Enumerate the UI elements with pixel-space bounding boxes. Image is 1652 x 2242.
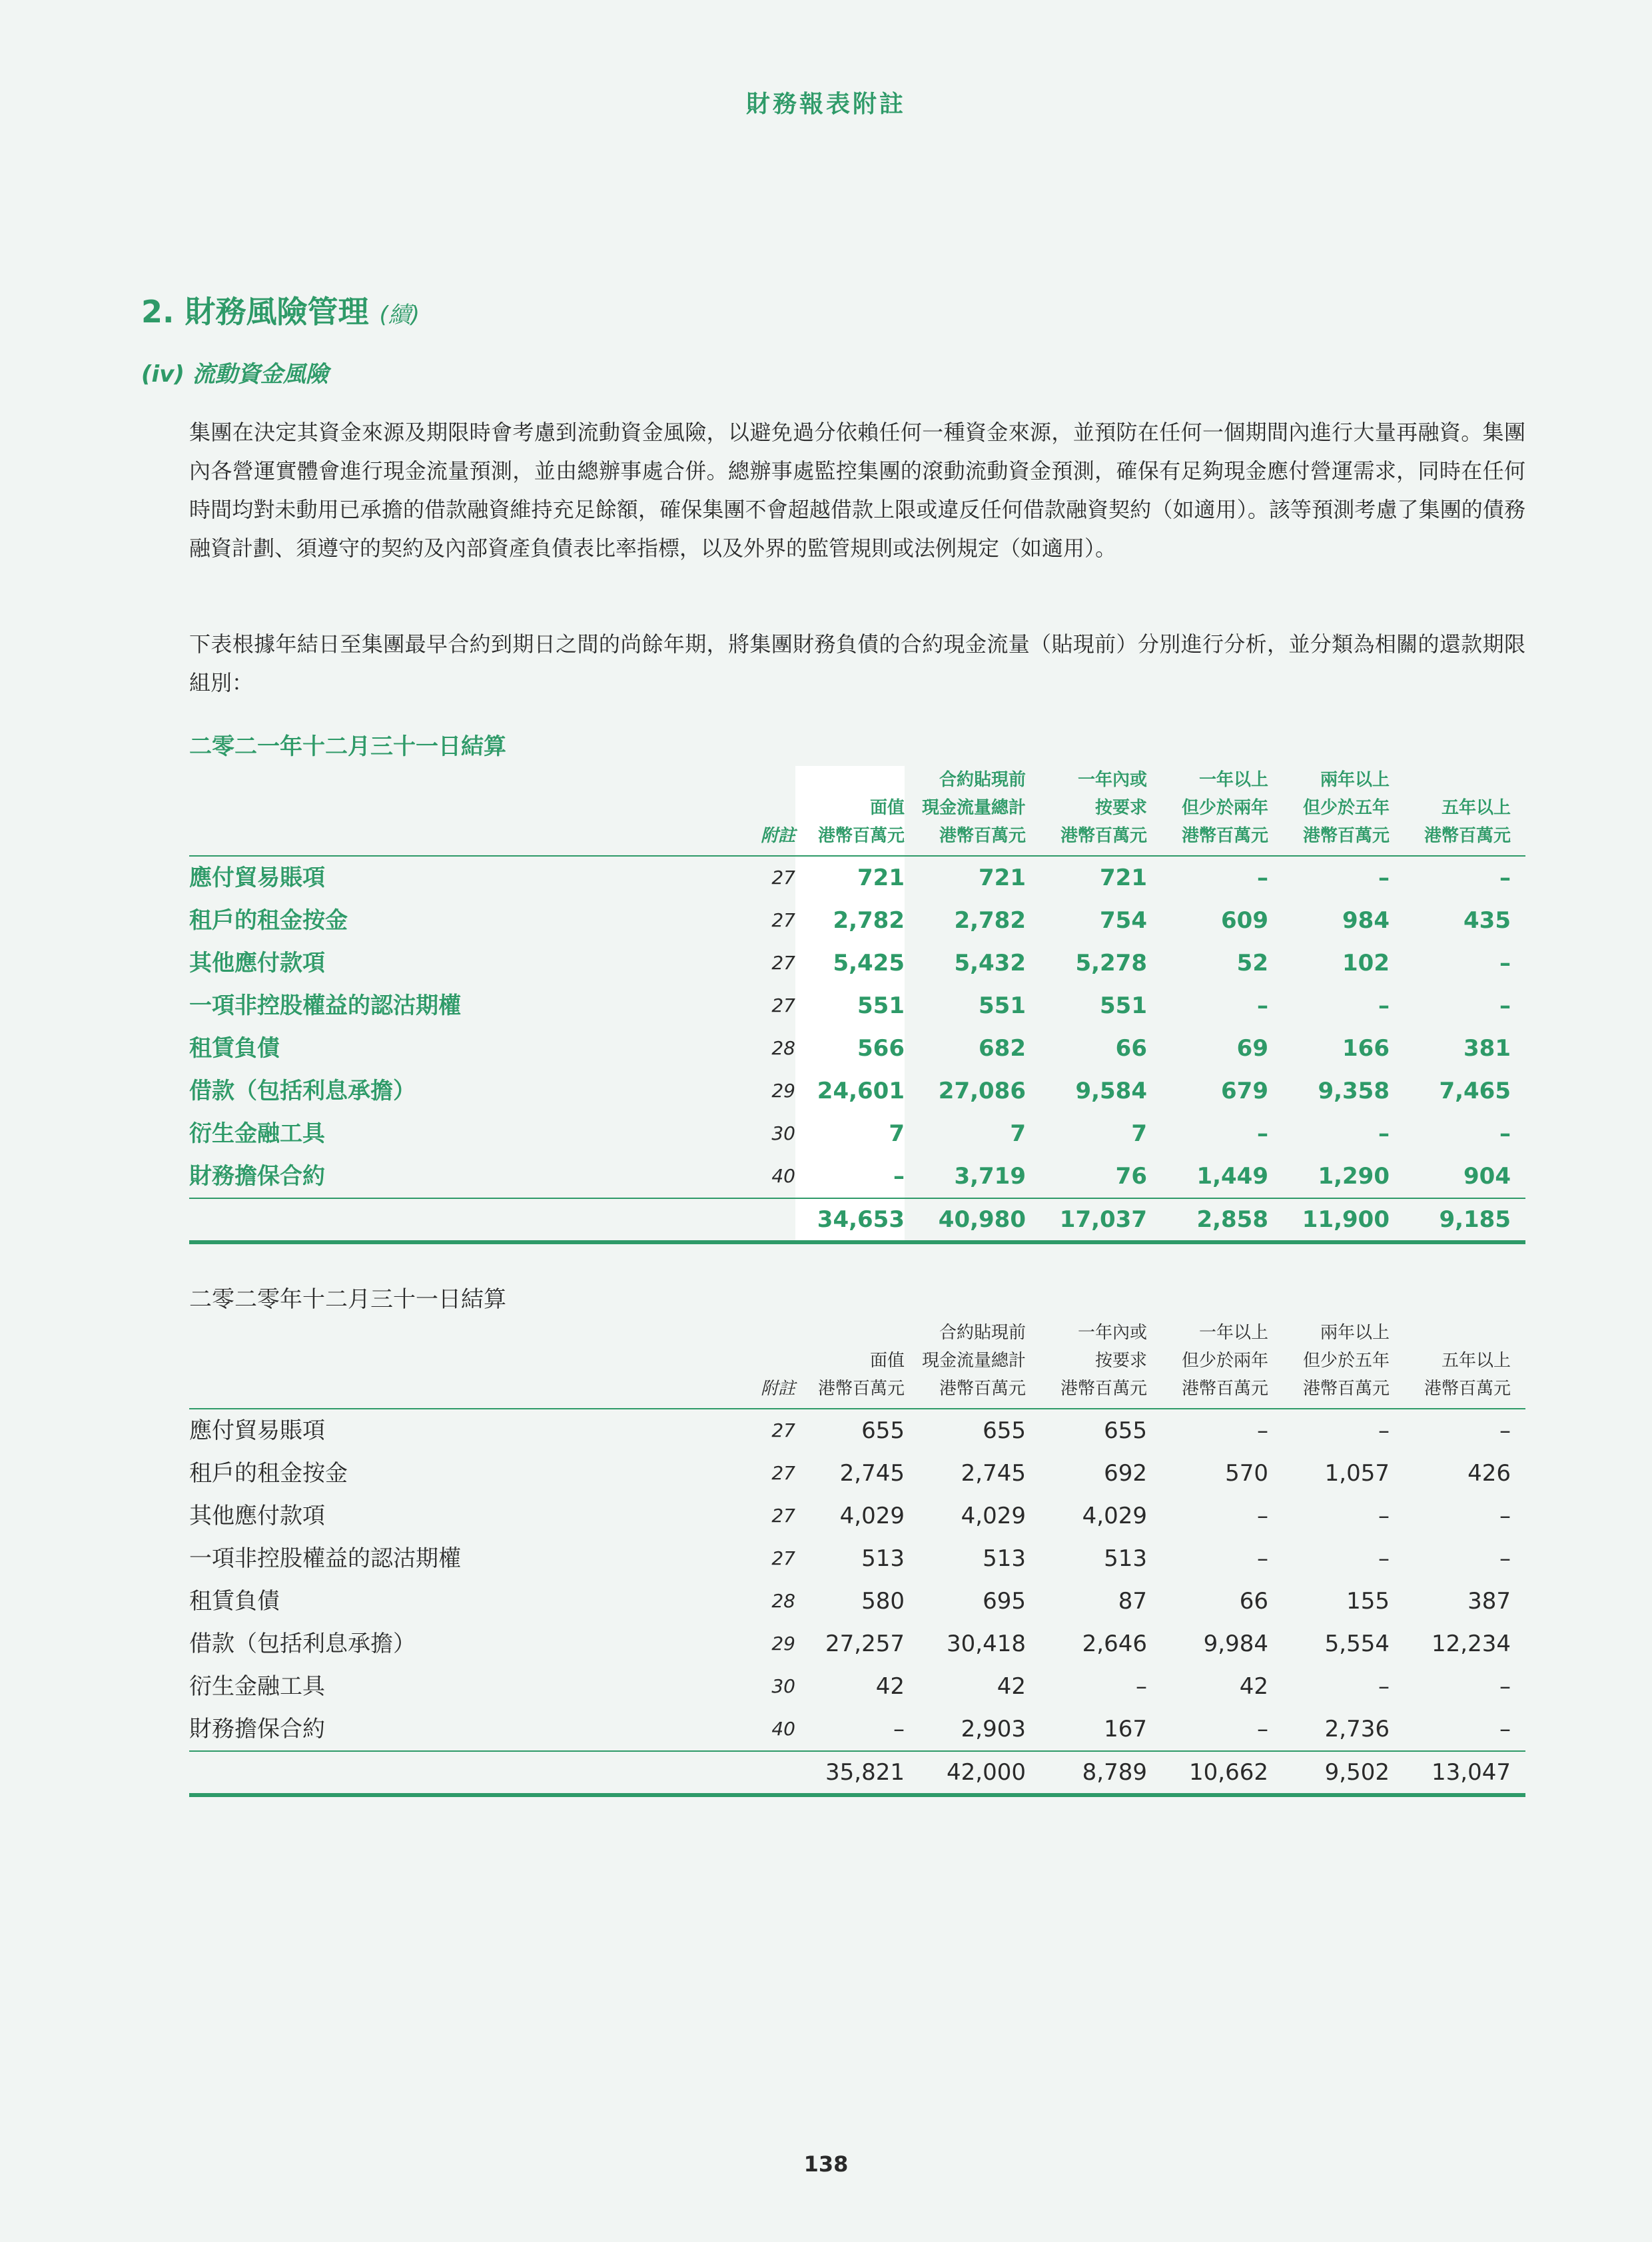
column-header: 現金流量總計 xyxy=(921,798,1026,818)
header-row xyxy=(189,1347,1525,1375)
table-cell: – xyxy=(1499,1716,1511,1742)
table-cell: 682 xyxy=(979,1035,1026,1062)
column-header xyxy=(1390,766,1511,794)
row-note: 40 xyxy=(771,1718,795,1740)
table-row xyxy=(189,1708,1525,1750)
row-label: 租戶的租金按金 xyxy=(189,907,348,934)
row-label: 租賃負債 xyxy=(189,1035,280,1062)
table-row xyxy=(189,1580,1525,1623)
header-row xyxy=(189,1375,1525,1403)
table-title: 二零二零年十二月三十一日結算 xyxy=(189,1286,506,1313)
table-cell: 513 xyxy=(1104,1545,1147,1572)
row-note: 27 xyxy=(771,909,795,931)
table-cell: 9,984 xyxy=(1203,1631,1268,1657)
table-cell: 7 xyxy=(1131,1120,1147,1147)
total-cell: 42,000 xyxy=(947,1759,1026,1786)
table-cell: 2,782 xyxy=(954,907,1026,934)
row-note: 27 xyxy=(771,952,795,974)
total-cell: 2,858 xyxy=(1196,1206,1268,1233)
table-cell: 69 xyxy=(1236,1035,1268,1062)
row-note: 28 xyxy=(771,1590,795,1612)
total-cell: 8,789 xyxy=(1082,1759,1147,1786)
table-row xyxy=(189,1623,1525,1665)
table-cell: 551 xyxy=(1100,992,1147,1019)
table-row xyxy=(189,1495,1525,1537)
header-row xyxy=(189,766,1525,794)
table-cell: 655 xyxy=(1104,1417,1147,1444)
row-note: 30 xyxy=(771,1122,795,1144)
column-header: 港幣百萬元 xyxy=(1302,826,1390,846)
paragraph-liquidity-risk: 集團在決定其資金來源及期限時會考慮到流動資金風險，以避免過分依賴任何一種資金來源，並預防在任何一個期間內進行大量再融資。集團內各營運實體會進行現金流量預測，並由總辦事處合併。總辦事處監控集團的滾動流動資金預測，確保有足夠現金應付營運需求，同時在任何時間均對未動用已承擔的借款融資維持充足餘額，確保集團不會超越借款上限或違反任何借款融資契約（如適用）。該等預測考慮了集團的債務融資計劃、須遵守的契約及內部資產負債表比率指標，以及外界的監管規則或法例規定（如適用）。 xyxy=(189,420,1525,561)
table-cell: 167 xyxy=(1104,1716,1147,1742)
table-cell: – xyxy=(893,1163,905,1190)
table-cell: 721 xyxy=(857,865,905,891)
row-label: 應付貿易賬項 xyxy=(189,1417,325,1444)
table-cell: 609 xyxy=(1221,907,1268,934)
table-cell: 2,903 xyxy=(961,1716,1026,1742)
row-note: 30 xyxy=(771,1675,795,1697)
total-cell: 17,037 xyxy=(1059,1206,1147,1233)
table-cell: 551 xyxy=(979,992,1026,1019)
table-cell: 580 xyxy=(861,1588,905,1615)
column-header: 合約貼現前 xyxy=(939,1323,1026,1343)
table-cell: – xyxy=(1378,992,1390,1019)
column-header: 按要求 xyxy=(1094,1351,1147,1371)
table-cell: 387 xyxy=(1467,1588,1511,1615)
column-header: 一年以上 xyxy=(1198,1323,1268,1343)
table-cell: – xyxy=(1499,865,1511,891)
column-header: 港幣百萬元 xyxy=(817,826,905,846)
table-cell: 551 xyxy=(857,992,905,1019)
table-cell: 7 xyxy=(889,1120,905,1147)
row-label: 一項非控股權益的認沽期權 xyxy=(189,1545,461,1572)
header-row xyxy=(189,1319,1525,1347)
table-2021 xyxy=(189,727,1525,1244)
header-row xyxy=(189,822,1525,850)
table-row xyxy=(189,1112,1525,1155)
total-cell: 9,502 xyxy=(1324,1759,1390,1786)
table-cell: 1,290 xyxy=(1318,1163,1390,1190)
total-cell: 11,900 xyxy=(1302,1206,1390,1233)
total-cell: 40,980 xyxy=(938,1206,1026,1233)
table-row xyxy=(189,984,1525,1027)
column-header: 港幣百萬元 xyxy=(939,826,1026,846)
running-header: 財務報表附註 xyxy=(745,91,906,118)
table-cell: 27,086 xyxy=(938,1078,1026,1104)
column-header: 但少於五年 xyxy=(1302,1351,1390,1371)
table-cell: – xyxy=(1499,1503,1511,1529)
column-header: 港幣百萬元 xyxy=(1060,826,1147,846)
note-header: 附註 xyxy=(760,1379,795,1399)
table-cell: 2,782 xyxy=(833,907,905,934)
table-cell: – xyxy=(1257,1120,1268,1147)
column-header: 五年以上 xyxy=(1441,798,1511,818)
table-2020 xyxy=(189,1280,1525,1797)
row-note: 29 xyxy=(771,1080,795,1102)
column-header: 港幣百萬元 xyxy=(1060,1379,1147,1399)
column-header: 港幣百萬元 xyxy=(1181,826,1268,846)
table-cell: – xyxy=(1378,1503,1390,1529)
column-header: 一年內或 xyxy=(1077,1323,1147,1343)
table-cell: – xyxy=(1257,1545,1268,1572)
table-cell: – xyxy=(1378,1545,1390,1572)
table-cell: 4,029 xyxy=(1082,1503,1147,1529)
total-cell: 35,821 xyxy=(825,1759,905,1786)
note-header: 附註 xyxy=(760,826,795,846)
table-cell: 87 xyxy=(1118,1588,1147,1615)
table-cell: 695 xyxy=(983,1588,1026,1615)
total-row xyxy=(189,1750,1525,1797)
column-header: 一年以上 xyxy=(1198,770,1268,790)
table-cell: 721 xyxy=(1100,865,1147,891)
row-note: 27 xyxy=(771,1419,795,1441)
table-body xyxy=(189,1409,1525,1750)
table-cell: 2,736 xyxy=(1324,1716,1390,1742)
table-cell: 9,358 xyxy=(1318,1078,1390,1104)
table-cell: 7 xyxy=(1010,1120,1026,1147)
table-cell: – xyxy=(1378,865,1390,891)
table-cell: – xyxy=(1136,1673,1147,1700)
row-note: 40 xyxy=(771,1165,795,1187)
table-cell: 52 xyxy=(1236,950,1268,976)
subsection-title: (iv) 流動資金風險 xyxy=(141,361,328,388)
table-title: 二零二一年十二月三十一日結算 xyxy=(189,733,506,760)
table-cell: 984 xyxy=(1342,907,1390,934)
column-header: 港幣百萬元 xyxy=(1181,1379,1268,1399)
table-cell: 3,719 xyxy=(954,1163,1026,1190)
table-row xyxy=(189,1452,1525,1495)
column-header: 港幣百萬元 xyxy=(817,1379,905,1399)
total-row xyxy=(189,1198,1525,1244)
total-cell: 34,653 xyxy=(817,1206,905,1233)
table-cell: 30,418 xyxy=(947,1631,1026,1657)
column-header: 港幣百萬元 xyxy=(1424,1379,1511,1399)
table-cell: 24,601 xyxy=(817,1078,905,1104)
table-cell: 5,425 xyxy=(833,950,905,976)
table-cell: – xyxy=(893,1716,905,1742)
table-cell: – xyxy=(1378,1120,1390,1147)
row-label: 財務擔保合約 xyxy=(189,1163,325,1190)
table-cell: 904 xyxy=(1463,1163,1511,1190)
total-cell: 13,047 xyxy=(1432,1759,1511,1786)
table-cell: – xyxy=(1257,865,1268,891)
table-cell: 155 xyxy=(1346,1588,1390,1615)
row-note: 29 xyxy=(771,1633,795,1655)
table-cell: 381 xyxy=(1463,1035,1511,1062)
table-cell: 721 xyxy=(979,865,1026,891)
column-header xyxy=(795,1319,905,1347)
column-header: 五年以上 xyxy=(1441,1351,1511,1371)
table-row xyxy=(189,942,1525,984)
table-cell: 76 xyxy=(1115,1163,1147,1190)
row-note: 27 xyxy=(771,1505,795,1527)
table-cell: – xyxy=(1257,1417,1268,1444)
table-cell: 9,584 xyxy=(1075,1078,1147,1104)
table-row xyxy=(189,1537,1525,1580)
total-cell: 9,185 xyxy=(1439,1206,1511,1233)
table-cell: – xyxy=(1499,950,1511,976)
table-cell: 102 xyxy=(1342,950,1390,976)
column-header: 現金流量總計 xyxy=(921,1351,1026,1371)
table-cell: 513 xyxy=(861,1545,905,1572)
table-grid xyxy=(189,1319,1525,1797)
table-cell: 426 xyxy=(1467,1460,1511,1487)
table-cell: 570 xyxy=(1225,1460,1268,1487)
table-cell: 754 xyxy=(1100,907,1147,934)
table-row xyxy=(189,1027,1525,1070)
table-body xyxy=(189,857,1525,1198)
table-cell: – xyxy=(1499,992,1511,1019)
row-label: 租戶的租金按金 xyxy=(189,1460,348,1487)
row-label: 一項非控股權益的認沽期權 xyxy=(189,992,461,1019)
row-note: 27 xyxy=(771,1547,795,1569)
row-label: 衍生金融工具 xyxy=(189,1673,325,1700)
row-label: 應付貿易賬項 xyxy=(189,865,325,891)
table-cell: – xyxy=(1378,1417,1390,1444)
column-header: 兩年以上 xyxy=(1320,1323,1390,1343)
continued-marker: (續) xyxy=(379,302,420,328)
table-cell: 2,745 xyxy=(839,1460,905,1487)
table-row xyxy=(189,899,1525,942)
section-heading: 2. 財務風險管理 xyxy=(141,294,369,330)
row-note: 27 xyxy=(771,994,795,1016)
table-cell: – xyxy=(1257,1716,1268,1742)
table-row xyxy=(189,1155,1525,1198)
table-header xyxy=(189,1319,1525,1409)
column-header: 合約貼現前 xyxy=(939,770,1026,790)
column-header xyxy=(795,766,905,794)
column-header: 按要求 xyxy=(1094,798,1147,818)
table-cell: 42 xyxy=(875,1673,905,1700)
row-label: 借款（包括利息承擔） xyxy=(189,1078,416,1104)
table-cell: 2,745 xyxy=(961,1460,1026,1487)
column-header: 面值 xyxy=(869,798,905,818)
table-cell: 5,554 xyxy=(1324,1631,1390,1657)
column-header xyxy=(1390,1319,1511,1347)
table-grid xyxy=(189,766,1525,1244)
header-row xyxy=(189,794,1525,822)
table-cell: 692 xyxy=(1104,1460,1147,1487)
total-cell: 10,662 xyxy=(1189,1759,1268,1786)
column-header: 面值 xyxy=(869,1351,905,1371)
table-cell: 66 xyxy=(1239,1588,1268,1615)
row-note: 27 xyxy=(771,1462,795,1484)
table-cell: 5,432 xyxy=(954,950,1026,976)
table-cell: – xyxy=(1257,1503,1268,1529)
table-cell: 42 xyxy=(1239,1673,1268,1700)
row-label: 其他應付款項 xyxy=(189,950,325,976)
table-cell: 513 xyxy=(983,1545,1026,1572)
table-cell: 27,257 xyxy=(825,1631,905,1657)
table-cell: 435 xyxy=(1463,907,1511,934)
row-note: 28 xyxy=(771,1037,795,1059)
table-cell: – xyxy=(1499,1673,1511,1700)
row-label: 財務擔保合約 xyxy=(189,1716,325,1742)
table-row xyxy=(189,1665,1525,1708)
column-header: 兩年以上 xyxy=(1320,770,1390,790)
table-cell: 679 xyxy=(1221,1078,1268,1104)
table-cell: 66 xyxy=(1115,1035,1147,1062)
column-header: 但少於兩年 xyxy=(1181,798,1268,818)
table-cell: – xyxy=(1499,1120,1511,1147)
table-cell: 655 xyxy=(983,1417,1026,1444)
column-header: 港幣百萬元 xyxy=(1424,826,1511,846)
table-cell: 2,646 xyxy=(1082,1631,1147,1657)
column-header: 港幣百萬元 xyxy=(939,1379,1026,1399)
table-row xyxy=(189,1070,1525,1112)
table-cell: 4,029 xyxy=(839,1503,905,1529)
table-cell: 7,465 xyxy=(1439,1078,1511,1104)
table-cell: – xyxy=(1499,1417,1511,1444)
column-header: 一年內或 xyxy=(1077,770,1147,790)
row-label: 其他應付款項 xyxy=(189,1503,325,1529)
table-cell: 1,057 xyxy=(1324,1460,1390,1487)
table-cell: 1,449 xyxy=(1196,1163,1268,1190)
table-cell: 566 xyxy=(857,1035,905,1062)
table-cell: – xyxy=(1499,1545,1511,1572)
table-row xyxy=(189,857,1525,899)
section-title xyxy=(141,288,420,332)
table-cell: 4,029 xyxy=(961,1503,1026,1529)
table-cell: – xyxy=(1378,1673,1390,1700)
table-row xyxy=(189,1409,1525,1452)
table-header xyxy=(189,766,1525,857)
paragraph-table-intro: 下表根據年結日至集團最早合約到期日之間的尚餘年期，將集團財務負債的合約現金流量（貼現前）分別進行分析，並分類為相關的還款期限組別： xyxy=(189,631,1525,695)
column-header: 港幣百萬元 xyxy=(1302,1379,1390,1399)
row-note: 27 xyxy=(771,867,795,889)
column-header: 但少於五年 xyxy=(1302,798,1390,818)
table-cell: 5,278 xyxy=(1075,950,1147,976)
row-label: 租賃負債 xyxy=(189,1588,280,1615)
table-cell: 12,234 xyxy=(1432,1631,1511,1657)
row-label: 衍生金融工具 xyxy=(189,1120,325,1147)
table-cell: 166 xyxy=(1342,1035,1390,1062)
row-label: 借款（包括利息承擔） xyxy=(189,1631,416,1657)
table-cell: 42 xyxy=(997,1673,1026,1700)
table-cell: 655 xyxy=(861,1417,905,1444)
page-number: 138 xyxy=(803,2151,849,2177)
table-cell: – xyxy=(1257,992,1268,1019)
column-header: 但少於兩年 xyxy=(1181,1351,1268,1371)
